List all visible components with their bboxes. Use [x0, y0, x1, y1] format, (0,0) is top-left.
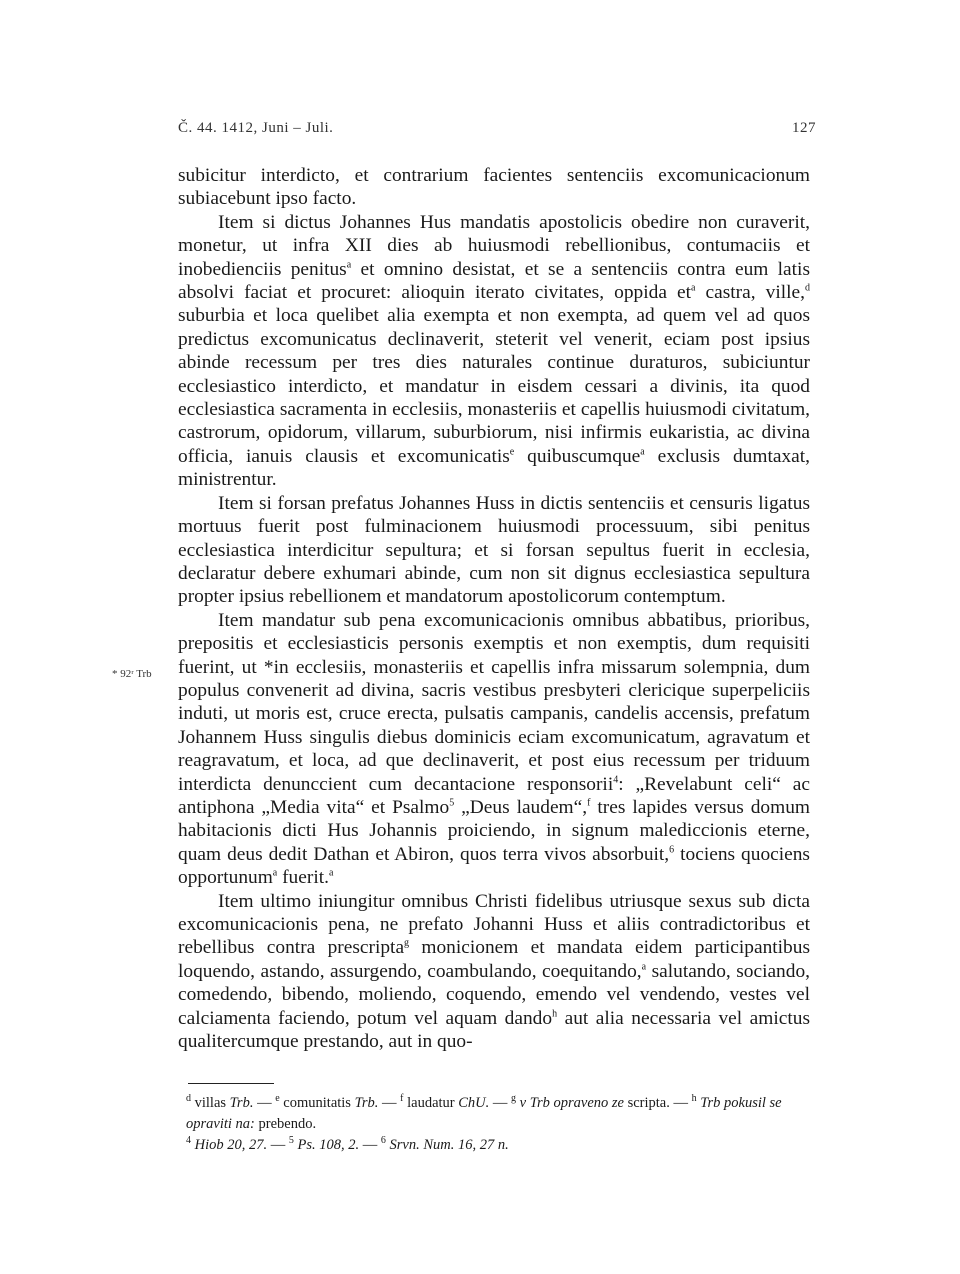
footnotes [186, 1093, 816, 1156]
header-chapter-date: Č. 44. 1412, Juni – Juli. [178, 120, 334, 136]
margin-folio-note: * 92ʳ Trb [112, 668, 152, 680]
main-text [178, 164, 810, 1053]
paragraph: Item si forsan prefatus Johannes Huss in dictis sentenciis et censuris ligatus mortuus fuerit post fulminacionem huiusmodi processuum, sibi penitus ecclesiastica interdicitur sepultura; et si forsan sepultus fuerit in ecclesia, declaratur debere exhumari abinde, cum non sit dignus ecclesiastica sepultura propter ipsius rebellionem et mandatorum apostolicorum contemptum. [178, 492, 810, 608]
page-number: 127 [792, 120, 816, 136]
paragraph: Item ultimo iniungitur omnibus Christi fidelibus utriusque sexus sub dicta excomunicacionis pena, ne prefato Johanni Huss et aliis contradictoribus et rebellibus contra prescripta$^g$ monicionem et mandata eidem participantibus loquendo, astando, assurgendo, coambulando, coequitando,$^a$ salutando, sociando, comedendo, bibendo, moliendo, coquendo, emendo vel vendendo, vestes vel calciamenta faciendo, potum vel aquam dando$^h$ aut alia necessaria vel amictus qualitercumque prestando, aut in quo- [178, 890, 810, 1053]
source-notes: $^4$ Hiob 20, 27. — $^5$ Ps. 108, 2. — $^6$ Srvn. Num. 16, 27 n. [186, 1135, 509, 1153]
footnote-rule [188, 1083, 274, 1084]
paragraph: Item mandatur sub pena excomunicacionis omnibus abbatibus, prioribus, prepositis et ecclesiasticis personis exemptis et non exemptis, dum requisiti fuerint, ut *in ecclesiis, monasteriis et capellis infra missarum solempnia, dum populus convenerit ad divina, sacris vestibus presbyteri clericique superpeliciis induti, ut moris est, cruce erecta, pulsatis campanis, candelis accensis, prefatum Johannem Huss singulis diebus dominicis eciam excomunicatum, agravatum et reagravatum, et loca, ad que declinaverit, et post eius recessum per triduum interdicta denunccient cum decantacione responsorii$^4$: „Revelabunt celi“ ac antiphona „Media vita“ et Psalmo$^5$ „Deus laudem“,$^f$ tres lapides versus domum habitacionis dicti Hus Johannis proiciendo, in signum malediccionis eterne, quam deus dedit Dathan et Abiron, quos terra vivos absorbuit,$^6$ tociens quociens opportunum$^a$ fuerit.$^a$ [178, 609, 810, 889]
running-header [178, 120, 816, 144]
critical-apparatus: $^d$ villas Trb. — $^e$ comunitatis Trb. — $^f$ laudatur ChU. — $^g$ v Trb opraveno ze scripta. — $^h$ Trb pokusil se opraviti na: prebendo. [186, 1093, 782, 1132]
paragraph: subicitur interdicto, et contrarium facientes sentenciis excomunicacionum subiacebunt ipso facto. [178, 165, 810, 210]
paragraph: Item si dictus Johannes Hus mandatis apostolicis obedire non curaverit, monetur, ut infra XII dies ab huiusmodi rebellionibus, contumaciis et inobedienciis penitus$^a$ et omnino desistat, et se a sentenciis contra eum latis absolvi faciat et procuret: alioquin iterato civitates, oppida $et^a$ castra, ville,$^d$ suburbia et loca quelibet alia exempta et non exempta, ad quem vel ad quos predictus excomunicatus declinaverit, steterit vel venerit, eciam post ipsius abinde recessum per tres dies naturales continue duraturos, subiciuntur ecclesiastico interdicto, et mandatur in eisdem cessari a divinis, ita quod ecclesiastica sacramenta in ecclesiis, monasteriis et capellis huiusmodi civitatum, castrorum, opidorum, villarum, suburbiorum, nisi infirmis eukaristia, ac divina officia, ianuis clausis et excomunicatis$^e$ quibuscumque$^a$ exclusis dumtaxat, ministrentur. [178, 211, 810, 491]
